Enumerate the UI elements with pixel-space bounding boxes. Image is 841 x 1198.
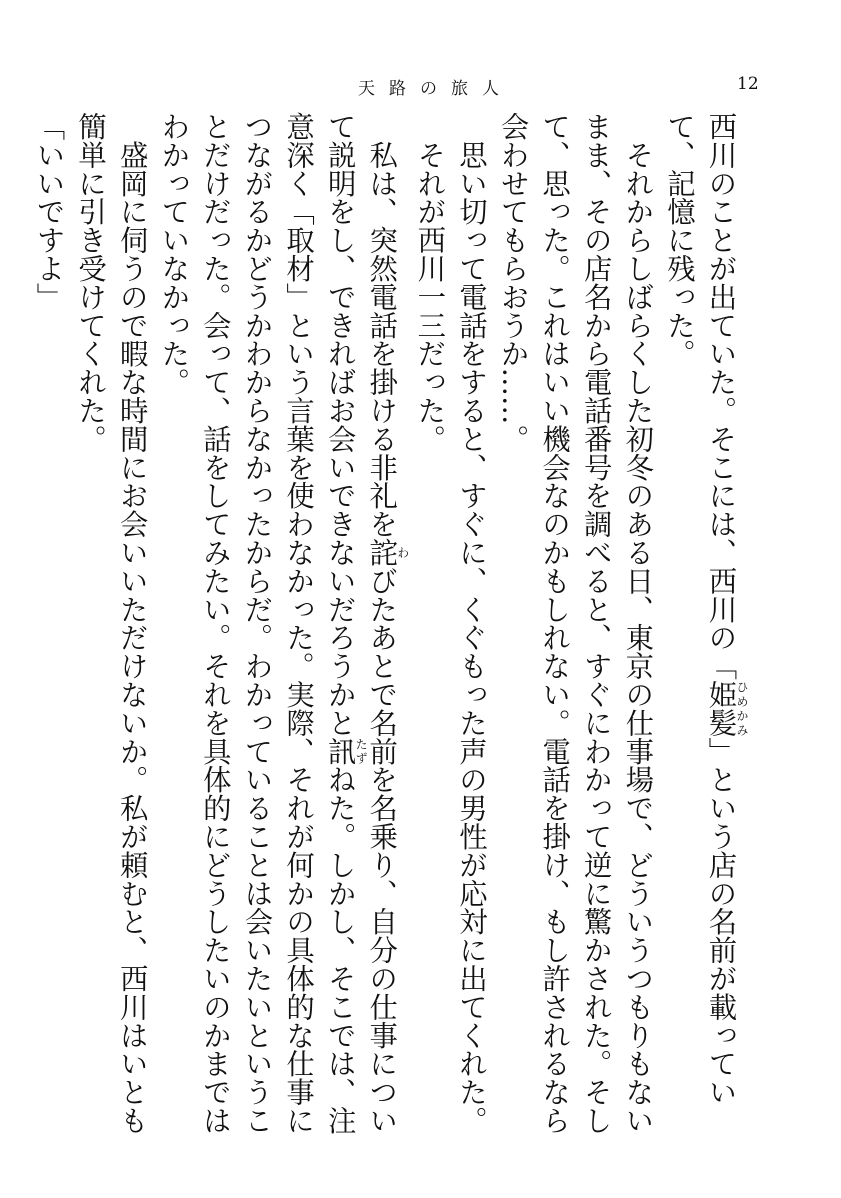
paragraph — [70, 112, 153, 1152]
paragraph — [450, 112, 492, 1152]
book-title: 天路の旅人 — [358, 79, 513, 99]
ruby-annotated-word — [323, 736, 369, 766]
ruby-base: 詫 — [365, 538, 399, 567]
text-run: 」という店の名前が載っていて、記憶に残った。 — [662, 112, 738, 1107]
paragraph — [409, 112, 451, 1152]
ruby-annotated-word — [365, 538, 410, 567]
ruby-reading: わ — [395, 538, 410, 567]
ruby-annotated-word — [704, 680, 749, 737]
ruby-reading: たず — [354, 736, 369, 766]
text-run: びたあとで名前を名乗り、自分の仕事について説明をし、できればお会いできないだろうかと — [323, 112, 399, 1135]
paragraph — [28, 112, 70, 1152]
ruby-reading: ひめかみ — [735, 680, 749, 737]
text-run: 西川のことが出ていた。そこには、西川の「 — [704, 112, 738, 680]
text-run: 私は、突然電話を掛ける非礼を — [365, 112, 399, 538]
paragraph — [658, 112, 748, 1152]
paragraph — [153, 112, 409, 1152]
text-run: それが西川一三だった。 — [413, 112, 447, 453]
text-run: ねた。しかし、そこでは、注意深く「取材」という言葉を使わなかった。実際、それが何かの具体的な仕事につながるかどうかわからなかったからだ。わかっていることは会いたいということだけだった。会って、話をしてみたい。それを具体的にどうしたいのかまではわかっていなかった。 — [157, 112, 357, 1135]
ruby-base: 訊 — [323, 736, 357, 766]
text-run: それからしばらくした初冬のある日、東京の仕事場で、どういうつもりもないまま、その店名から電話番号を調べると、すぐにわかって逆に驚かされた。そして、思った。これはいい機会なのかもしれない。電話を掛け、もし許されるなら会わせてもらおうか……。 — [496, 112, 655, 1135]
text-run: 思い切って電話をすると、すぐに、くぐもった声の男性が応対に出てくれた。 — [454, 112, 488, 1135]
ruby-base: 姫髪 — [704, 680, 738, 737]
paragraph — [492, 112, 658, 1152]
body-text — [32, 112, 749, 1152]
page-number: 12 — [737, 74, 759, 94]
text-run: 「いいですよ」 — [32, 112, 66, 311]
text-run: 盛岡に伺うので暇な時間にお会いいただけないか。私が頼むと、西川はいとも簡単に引き受けてくれた。 — [74, 112, 149, 1135]
running-head — [0, 74, 841, 102]
